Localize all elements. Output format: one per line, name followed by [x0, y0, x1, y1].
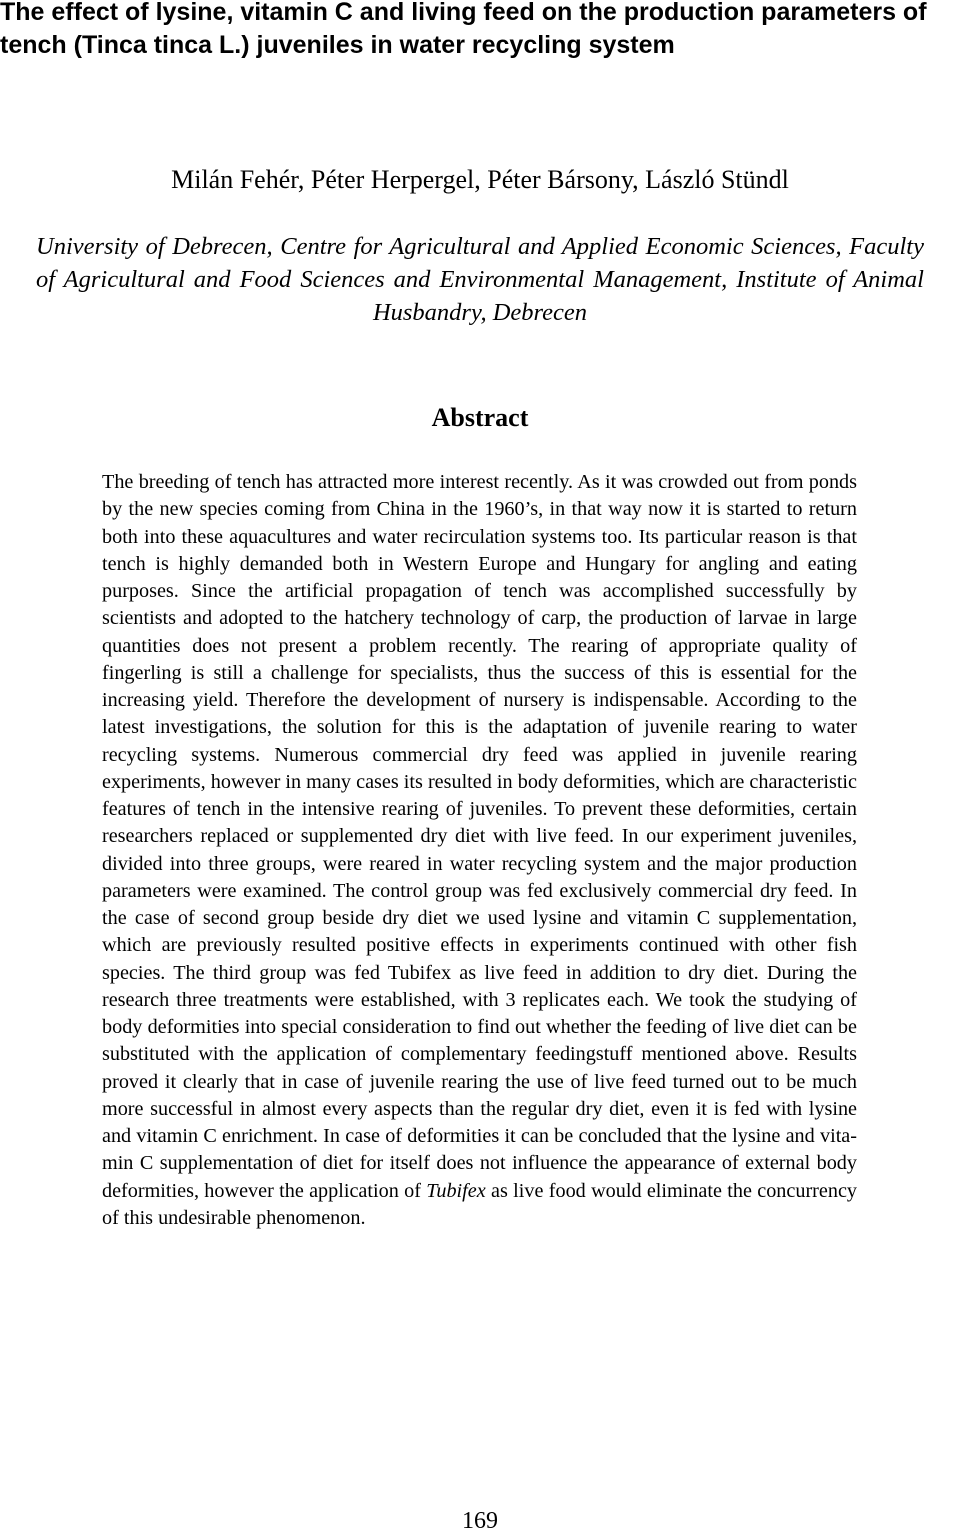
- abstract-text-part-2: as live food would eliminate the concurrency of this undesirable phenomenon.: [102, 1179, 858, 1229]
- author-list: Milán Fehér, Péter Herpergel, Péter Bársony, László Stündl: [171, 165, 789, 194]
- paper-title: The effect of lysine, vitamin C and living feed on the production parameters of tench (Tinca tinca L.) juveniles in water recycling system: [0, 0, 927, 59]
- abstract-italic-term: Tubifex: [426, 1179, 486, 1202]
- abstract-heading: Abstract: [431, 403, 529, 432]
- page-number: 169: [462, 1508, 498, 1534]
- abstract-body: [102, 469, 857, 1232]
- abstract-text-part-1: The breeding of tench has attracted more interest recently. As it was crowded out from ponds by the new species coming from China in the 1960’s, in that way now it is started to return both into these aquacultures and water recirculation systems too. Its particular reason is that tench is highly demanded both in Western Europe and Hungary for angling and eating purposes. Since the artificial propagation of tench was accomplished successfully by scientists and adopted to the hatchery technology of carp, the production of larvae in large quantities does not present a problem recently. The rearing of appropriate quality of fingerling is still a challenge for specialists, thus the success of this is essential for the increasing yield. Therefore the development of nursery is indispensable. According to the latest investigations, the solution for this is the adaptation of juvenile rearing to water recycling systems. Numerous commercial dry feed was applied in juvenile rearing experiments, however in many cases its resulted in body deformities, which are characteristic features of tench in the intensive rearing of juveniles. To prevent these deformities, certain researchers replaced or supplemented dry diet with live feed. In our experiment juveniles, divided into three groups, were reared in water recycling system and the major production parameters were examined. The control group was fed exclusively commercial dry feed. In the case of second group beside dry diet we used lysine and vitamin C supplementation, which are previously resulted positive effects in experiments continued with other fish species. The third group was fed Tubifex as live feed in addition to dry diet. During the research three treatments were established, with 3 replicates each. We took the studying of body deformities into special consideration to find out whether the feeding of live diet can be substituted with the application of complementary feedingstuff mentioned above. Results proved it clearly that in case of juvenile rearing the use of live feed turned out to be much more successful in almost every aspects than the regular dry diet, even it is fed with lysine and vitamin C enrichment. In case of deformities it can be concluded that the lysine and vitamin C supplementation of diet for itself does not influence the appearance of external body deformities, however the application of: [102, 471, 857, 1202]
- author-affiliation: University of Debrecen, Centre for Agricultural and Applied Economic Sciences, Faculty of Agricultural and Food Sciences and Environmental Management, Institute of Animal Husbandry, Debrecen: [36, 233, 924, 326]
